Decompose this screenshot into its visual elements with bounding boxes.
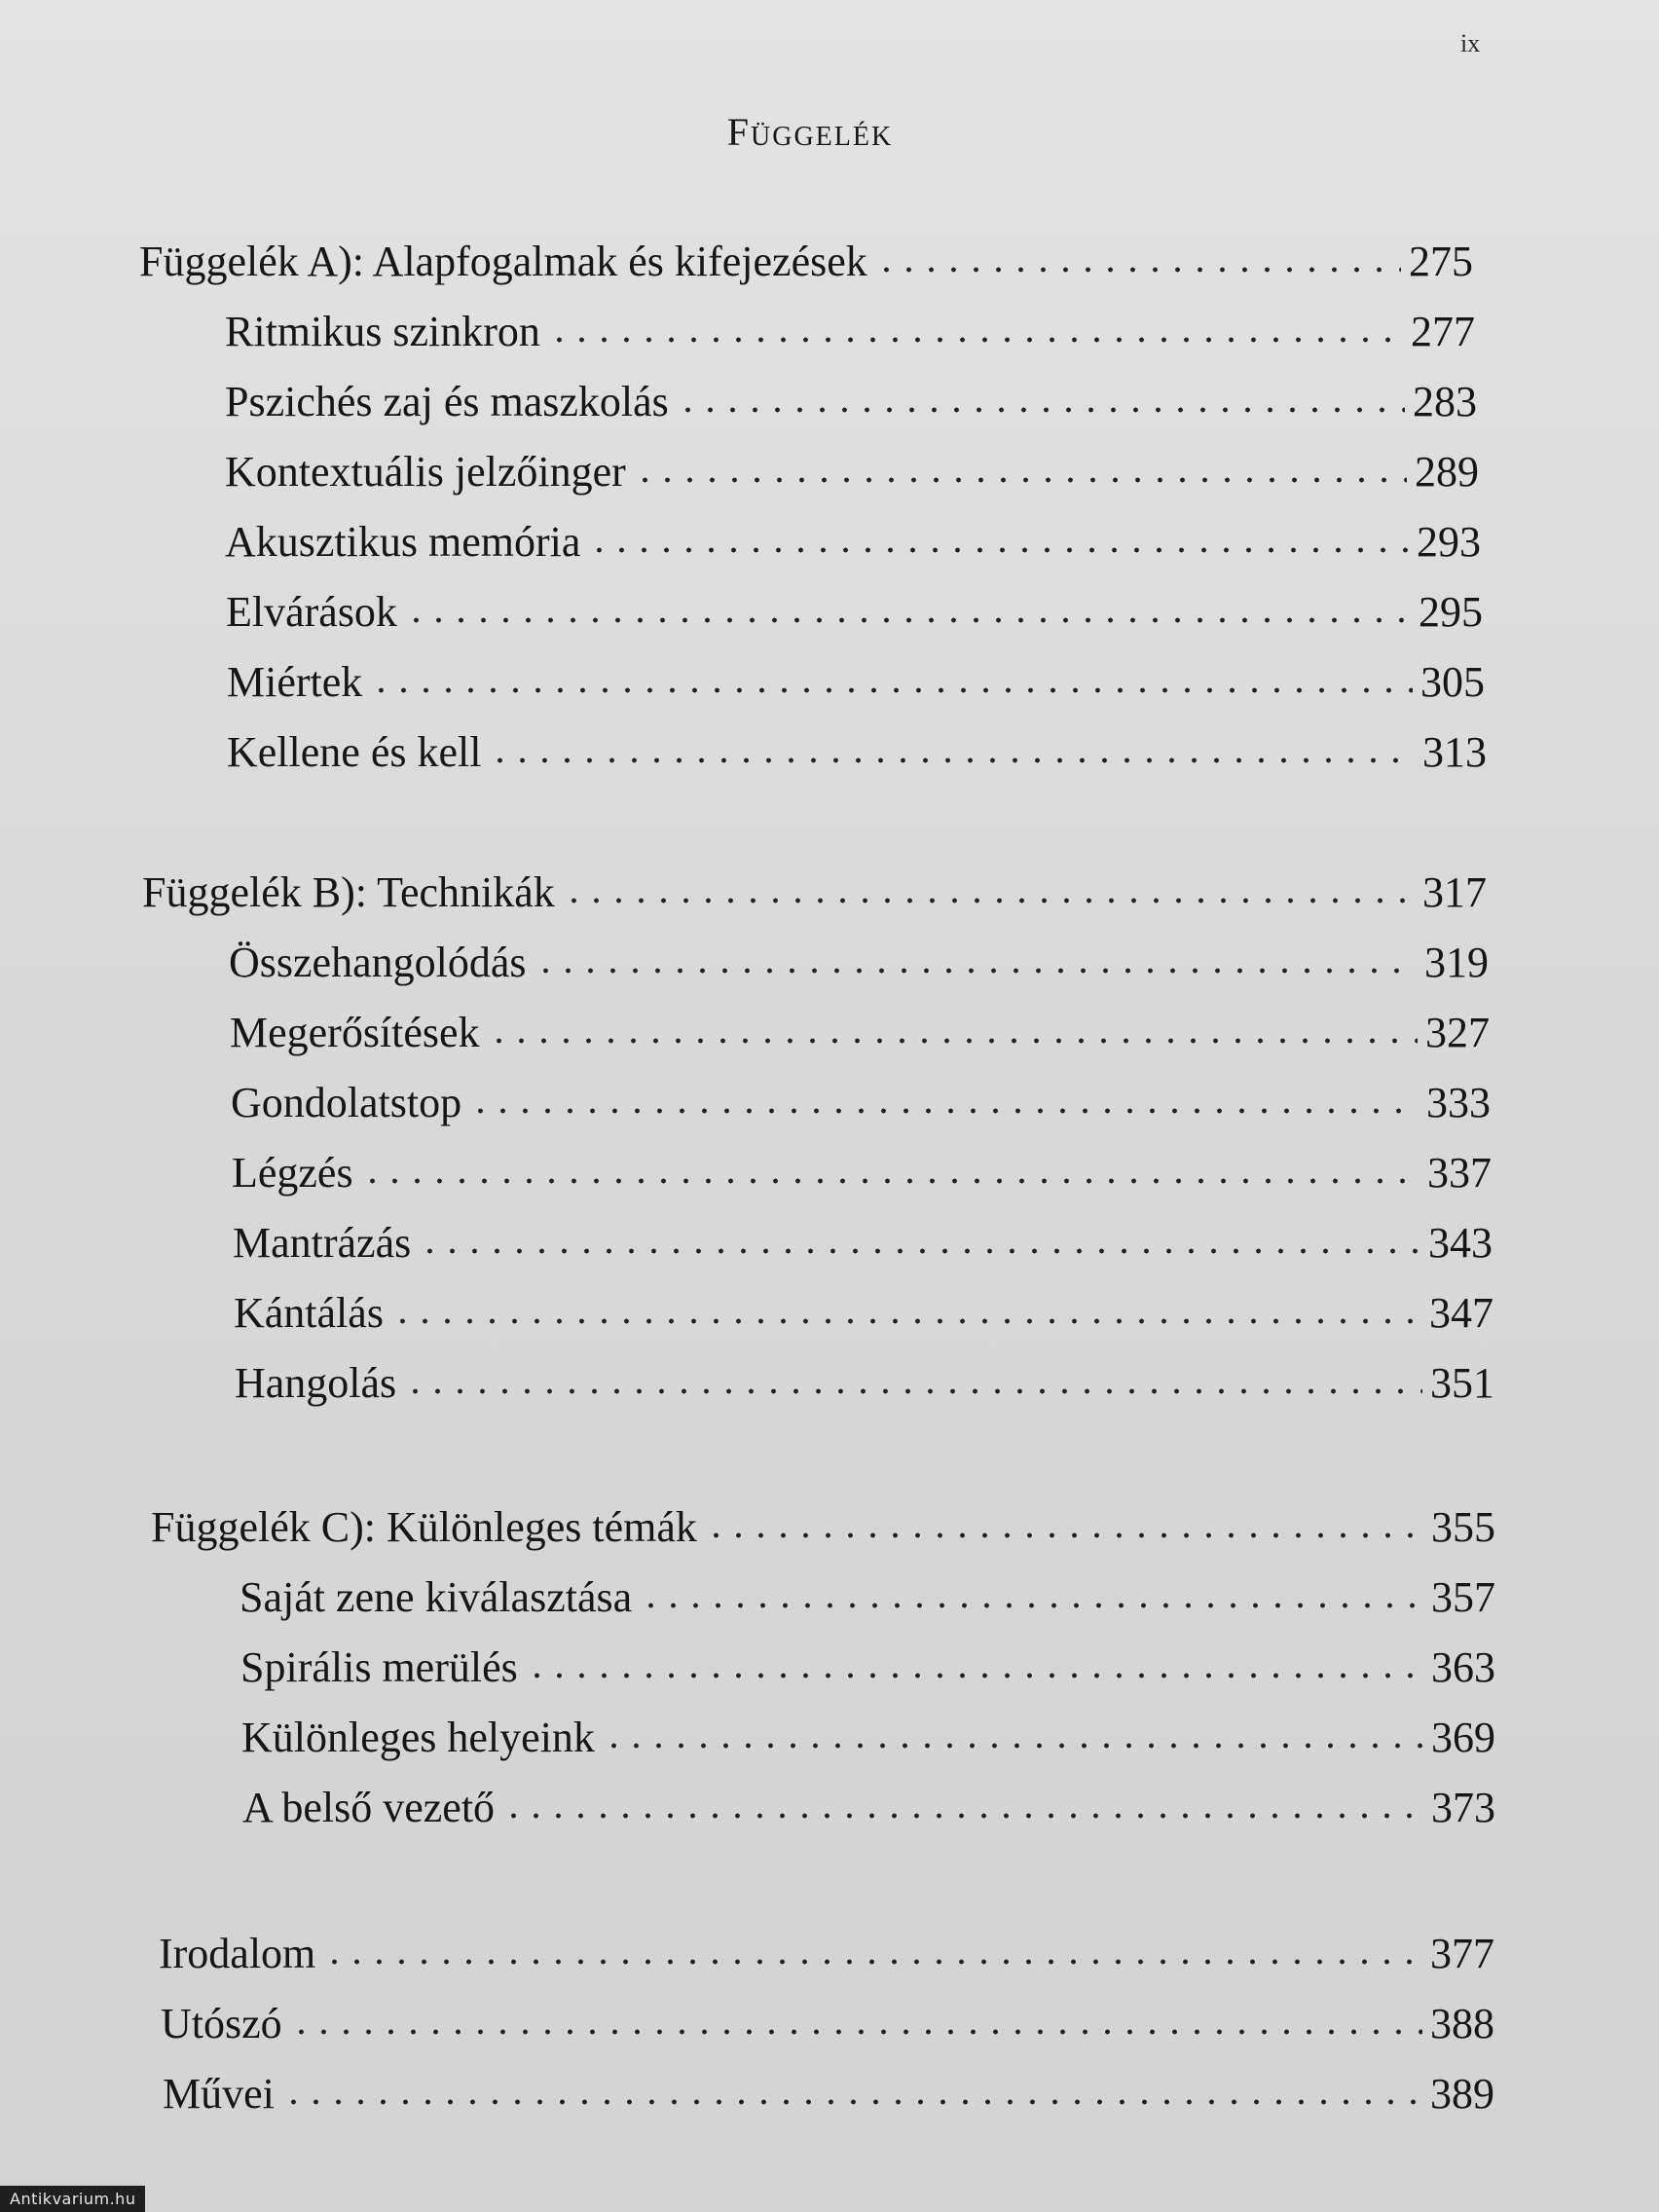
toc-entry-page: 351: [1430, 1359, 1494, 1407]
toc-entry-page: 317: [1422, 868, 1487, 916]
dot-leader: [419, 1246, 1420, 1256]
toc-item: [226, 584, 1483, 641]
toc-entry-page: 377: [1430, 1930, 1494, 1977]
toc-entry-title: Spirális merülés: [240, 1643, 518, 1691]
toc-entry-title: Különleges helyeink: [241, 1714, 595, 1761]
toc-entry-title: Utószó: [161, 2000, 282, 2047]
toc-entry-title: Kontextuális jelzőinger: [225, 448, 626, 496]
toc-entry-title: Kellene és kell: [227, 728, 482, 776]
toc-entry-irodalom: [159, 1926, 1494, 1982]
toc-entry-title: Művei: [163, 2070, 275, 2118]
toc-entry-title: Saját zene kiválasztása: [240, 1573, 633, 1621]
toc-entry-title: Ritmikus szinkron: [225, 308, 540, 355]
toc-entry-title: Miértek: [227, 658, 363, 706]
toc-item: [242, 1780, 1495, 1836]
toc-item: [233, 1215, 1493, 1272]
dot-leader: [535, 966, 1418, 976]
toc-entry-page: 347: [1429, 1289, 1493, 1337]
toc-section-b: [142, 865, 1487, 921]
dot-leader: [489, 756, 1415, 765]
dot-leader: [563, 896, 1415, 905]
toc-item: [225, 374, 1477, 430]
dot-leader: [370, 685, 1413, 695]
toc-entry-page: 327: [1425, 1009, 1490, 1056]
toc-entry-title: Mantrázás: [233, 1219, 412, 1267]
toc-item: [232, 1145, 1492, 1201]
toc-item: [225, 444, 1479, 500]
toc-entry-title: Kántálás: [234, 1289, 384, 1337]
toc-item: [229, 935, 1489, 991]
dot-leader: [488, 1036, 1418, 1046]
toc-entry-title: Függelék A): Alapfogalmak és kifejezések: [139, 238, 867, 285]
toc-entry-page: 373: [1431, 1784, 1495, 1831]
toc-entry-page: 313: [1422, 728, 1487, 776]
toc-entry-title: A belső vezető: [242, 1784, 496, 1831]
toc-entry-title: Pszichés zaj és maszkolás: [225, 378, 669, 425]
toc-entry-page: 357: [1431, 1573, 1495, 1621]
toc-item: [225, 304, 1475, 360]
dot-leader: [323, 1957, 1422, 1967]
toc-entry-title: Akusztikus memória: [225, 518, 581, 566]
toc-entry-page: 289: [1415, 448, 1479, 496]
toc-item: [241, 1710, 1495, 1766]
toc-item: [227, 654, 1485, 711]
toc-entry-page: 337: [1427, 1149, 1492, 1197]
toc-entry-title: Függelék C): Különleges témák: [151, 1503, 697, 1551]
toc-entry-page: 319: [1424, 939, 1489, 986]
dot-leader: [361, 1176, 1419, 1186]
dot-leader: [469, 1106, 1419, 1116]
toc-item: [230, 1005, 1490, 1061]
toc-item: [240, 1569, 1495, 1626]
toc-entry-title: Összehangolódás: [229, 939, 527, 986]
dot-leader: [548, 335, 1403, 345]
page-title: Függelék: [726, 110, 894, 154]
toc-entry-title: Légzés: [232, 1149, 353, 1197]
toc-entry-page: 369: [1431, 1714, 1495, 1761]
toc-entry-title: Megerősítések: [230, 1009, 480, 1056]
toc-entry-page: 333: [1426, 1079, 1491, 1126]
toc-entry-page: 363: [1431, 1643, 1495, 1691]
toc-entry-page: 388: [1430, 2000, 1494, 2047]
toc-entry-muvei: [163, 2066, 1494, 2122]
dot-leader: [526, 1671, 1423, 1680]
watermark: Antikvarium.hu: [0, 2186, 145, 2212]
dot-leader: [588, 545, 1409, 555]
toc-entry-title: Gondolatstop: [231, 1079, 462, 1126]
toc-section-a: [139, 234, 1473, 290]
dot-leader: [640, 1601, 1423, 1610]
dot-leader: [502, 1811, 1423, 1821]
toc-entry-page: 389: [1430, 2070, 1494, 2118]
dot-leader: [603, 1741, 1423, 1751]
toc-entry-title: Hangolás: [235, 1359, 397, 1407]
toc-entry-page: 295: [1419, 588, 1483, 636]
toc-entry-page: 355: [1431, 1503, 1495, 1551]
toc-item: [235, 1355, 1494, 1412]
dot-leader: [875, 265, 1401, 275]
toc-entry-utoszo: [161, 1996, 1494, 2052]
toc-entry-page: 343: [1428, 1219, 1493, 1267]
dot-leader: [290, 2027, 1422, 2037]
toc-entry-page: 293: [1417, 518, 1481, 566]
dot-leader: [705, 1530, 1423, 1540]
dot-leader: [404, 1386, 1422, 1396]
dot-leader: [677, 405, 1405, 415]
toc-entry-title: Függelék B): Technikák: [142, 868, 555, 916]
toc-entry-page: 305: [1420, 658, 1485, 706]
toc-entry-page: 277: [1411, 308, 1475, 355]
toc-item: [240, 1640, 1495, 1696]
dot-leader: [282, 2097, 1422, 2107]
toc-item: [227, 724, 1487, 781]
toc-entry-page: 275: [1409, 238, 1473, 285]
toc-item: [225, 514, 1481, 571]
dot-leader: [391, 1316, 1421, 1326]
toc-item: [234, 1285, 1493, 1342]
dot-leader: [405, 615, 1411, 625]
toc-entry-title: Irodalom: [159, 1930, 316, 1977]
dot-leader: [634, 475, 1407, 485]
toc-section-c: [151, 1499, 1495, 1556]
toc-entry-title: Elvárások: [226, 588, 397, 636]
page-number: ix: [1460, 29, 1481, 57]
toc-item: [231, 1075, 1491, 1131]
toc-entry-page: 283: [1413, 378, 1477, 425]
